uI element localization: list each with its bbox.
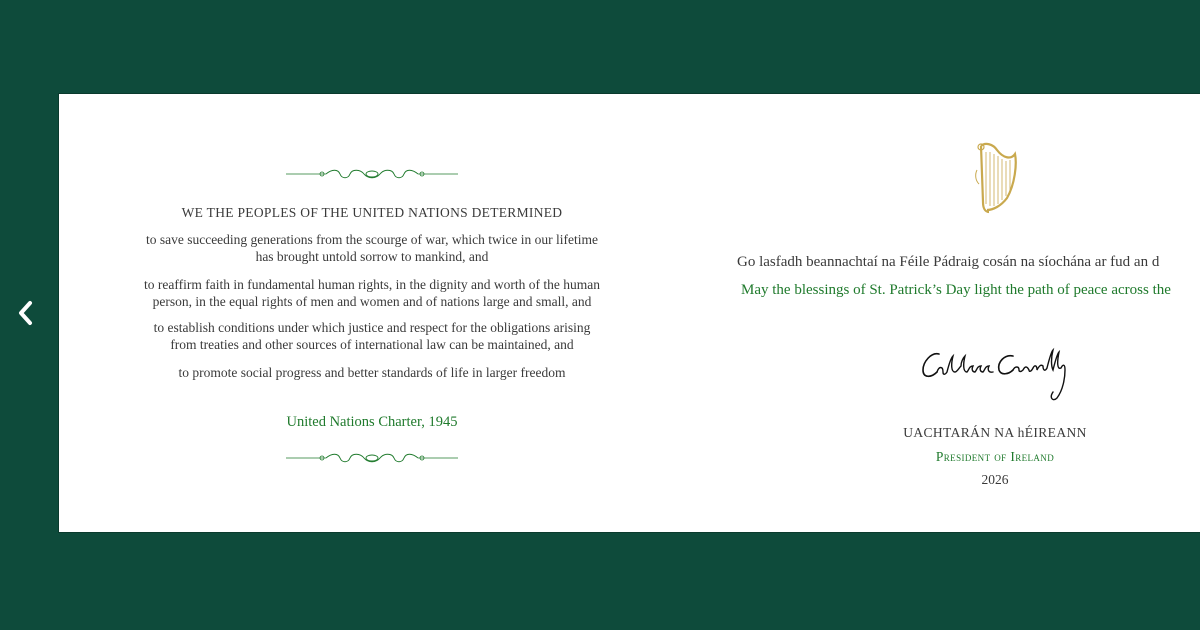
charter-source: United Nations Charter, 1945 <box>286 414 458 430</box>
charter-line: person, in the equal rights of men and women and of nations large and small, and <box>152 294 592 309</box>
chevron-left-icon <box>16 300 36 326</box>
president-signature <box>917 342 1077 404</box>
president-title-english: President of Ireland <box>935 449 1055 464</box>
charter-line: to save succeeding generations from the scourge of war, which twice in our lifetime <box>145 232 599 247</box>
president-title-irish: UACHTARÁN NA hÉIREANN <box>903 425 1087 440</box>
greeting-english: May the blessings of St. Patrick’s Day light the path of peace across the <box>741 282 1171 298</box>
greeting-irish: Go lasfadh beannachtaí na Féile Pádraig cosán na síochána ar fud an d <box>737 254 1160 270</box>
ornamental-flourish-icon <box>286 450 458 466</box>
charter-line: from treaties and other sources of international law can be maintained, and <box>170 337 574 352</box>
charter-panel <box>59 94 685 533</box>
presidential-message-panel <box>685 94 1200 533</box>
charter-heading: WE THE PEOPLES OF THE UNITED NATIONS DETERMINED <box>181 205 563 220</box>
charter-paragraph-war <box>59 231 685 265</box>
charter-paragraph-rights <box>59 276 685 310</box>
charter-line: to establish conditions under which justice and respect for the obligations arising <box>153 320 591 335</box>
charter-line: has brought untold sorrow to mankind, and <box>255 249 489 264</box>
previous-slide-button[interactable] <box>12 298 40 328</box>
greeting-card <box>58 93 1200 533</box>
charter-paragraph-progress <box>59 364 685 381</box>
harp-emblem-icon <box>971 140 1019 214</box>
ornamental-flourish-icon <box>286 166 458 182</box>
charter-paragraph-justice <box>59 319 685 353</box>
year-label: 2026 <box>981 472 1009 487</box>
charter-line: to promote social progress and better standards of life in larger freedom <box>178 365 566 380</box>
charter-line: to reaffirm faith in fundamental human rights, in the dignity and worth of the human <box>143 277 601 292</box>
